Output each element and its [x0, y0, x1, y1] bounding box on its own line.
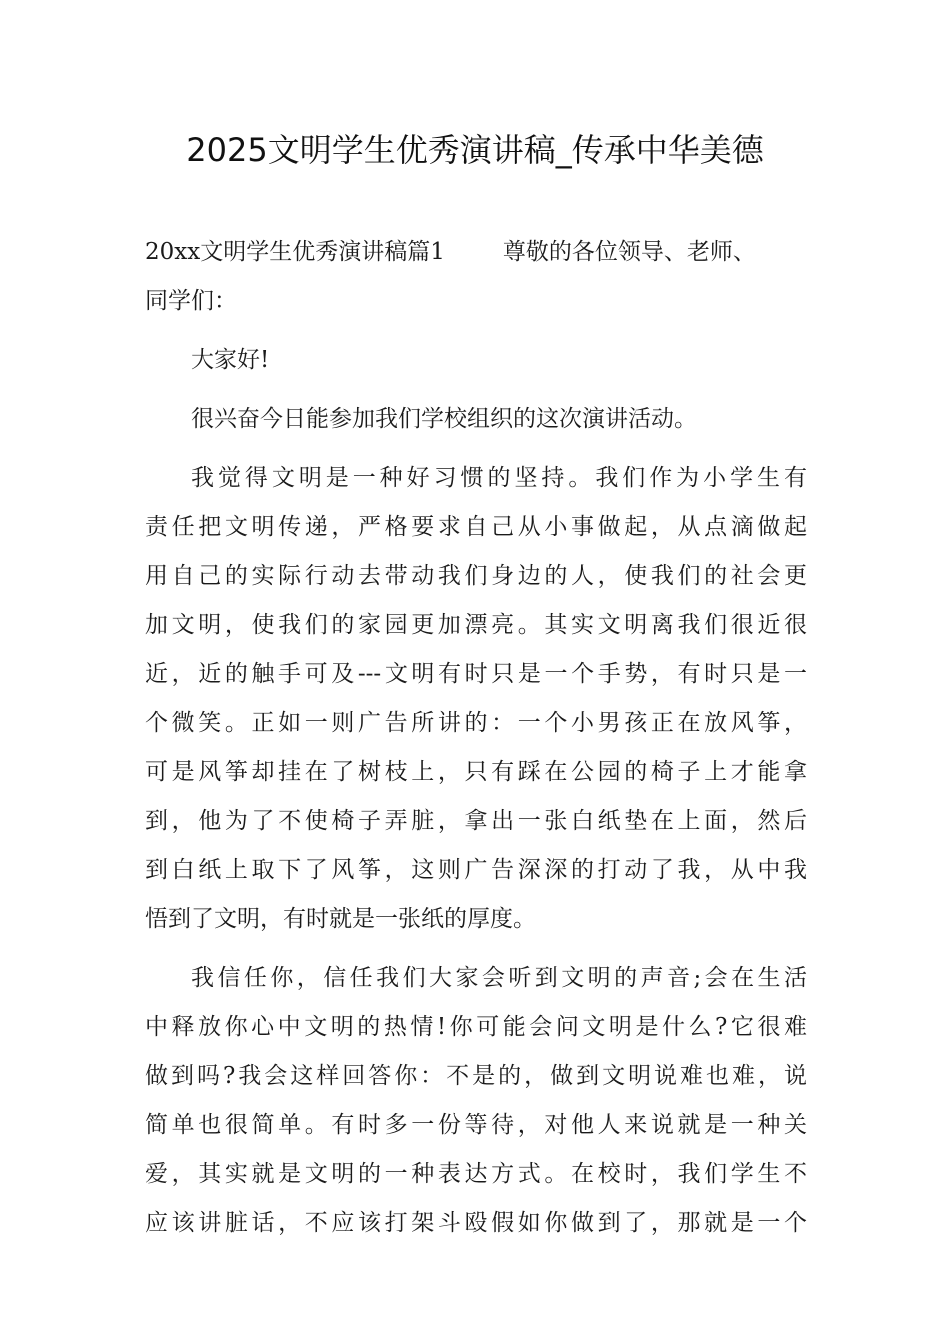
paragraph-line: 可是风筝却挂在了树枝上，只有踩在公园的椅子上才能拿: [145, 759, 807, 785]
paragraph-line: 做到吗?我会这样回答你：不是的，做到文明说难也难，说: [145, 1063, 807, 1089]
opening-paragraph: [145, 395, 807, 444]
paragraph-line: 大家好!: [191, 347, 270, 373]
paragraph-line: 爱，其实就是文明的一种表达方式。在校时，我们学生不: [145, 1161, 807, 1187]
paragraph-line: 近，近的触手可及---文明有时只是一个手势，有时只是一: [145, 661, 807, 687]
intro-heading: 20xx文明学生优秀演讲稿篇1: [145, 239, 445, 265]
paragraph-line: 加文明，使我们的家园更加漂亮。其实文明离我们很近很: [145, 612, 807, 638]
paragraph-line: 应该讲脏话，不应该打架斗殴假如你做到了，那就是一个: [145, 1210, 807, 1236]
paragraph-line: 很兴奋今日能参加我们学校组织的这次演讲活动。: [191, 406, 697, 432]
paragraph-line: 用自己的实际行动去带动我们身边的人，使我们的社会更: [145, 563, 807, 589]
paragraph-line: 中释放你心中文明的热情!你可能会问文明是什么?它很难: [145, 1014, 807, 1040]
paragraph-line: 责任把文明传递，严格要求自己从小事做起，从点滴做起: [145, 514, 807, 540]
document-title: 2025文明学生优秀演讲稿_传承中华美德: [186, 131, 764, 169]
greeting-paragraph: [145, 336, 807, 385]
intro-salutation: 尊敬的各位领导、老师、: [502, 239, 756, 265]
paragraph-line: 悟到了文明，有时就是一张纸的厚度。: [145, 906, 536, 932]
paragraph-line: 到白纸上取下了风筝，这则广告深深的打动了我，从中我: [145, 857, 807, 883]
intro-paragraph: [145, 228, 807, 326]
paragraph-line: 到，他为了不使椅子弄脏，拿出一张白纸垫在上面，然后: [145, 808, 807, 834]
paragraph-line: 简单也很简单。有时多一份等待，对他人来说就是一种关: [145, 1112, 807, 1138]
body-paragraph-1: [145, 454, 807, 944]
paragraph-line: 我觉得文明是一种好习惯的坚持。我们作为小学生有: [191, 465, 807, 491]
intro-salutation-cont: 同学们：: [145, 288, 237, 314]
paragraph-line: 个微笑。正如一则广告所讲的：一个小男孩正在放风筝，: [145, 710, 807, 736]
document-body: [145, 228, 807, 1258]
intro-line: [145, 228, 807, 277]
paragraph-line: 我信任你，信任我们大家会听到文明的声音;会在生活: [191, 965, 807, 991]
body-paragraph-2: [145, 954, 807, 1248]
